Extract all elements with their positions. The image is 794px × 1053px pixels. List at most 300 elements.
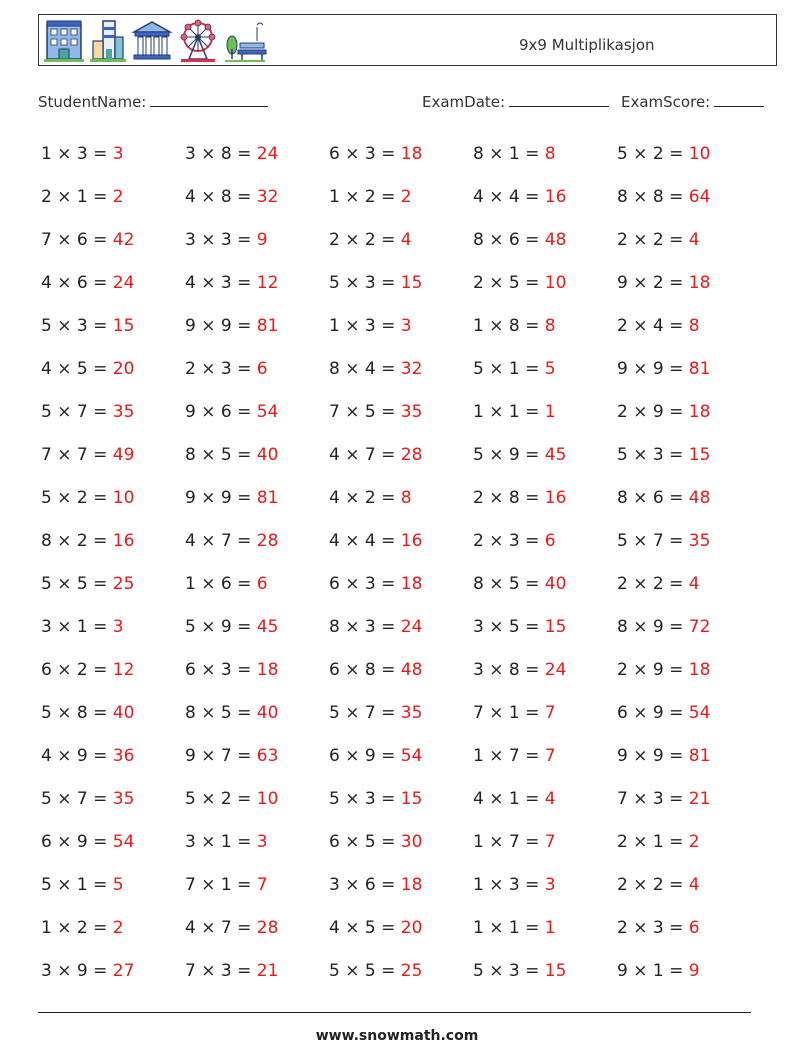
problem-row [41, 391, 761, 434]
problem-cell [41, 821, 134, 864]
problem-question: 1 × 3 = [41, 144, 113, 164]
problem-cell [41, 477, 134, 520]
problem-question: 1 × 3 = [473, 875, 545, 895]
problem-question: 8 × 5 = [473, 574, 545, 594]
problem-answer: 9 [256, 230, 268, 250]
problem-question: 4 × 7 = [185, 531, 257, 551]
problem-answer: 28 [256, 531, 279, 551]
problem-question: 3 × 9 = [41, 961, 113, 981]
problem-cell [617, 348, 710, 391]
exam-date-label: ExamDate: [422, 93, 506, 111]
problem-answer: 12 [256, 273, 279, 293]
problem-cell [185, 176, 278, 219]
problem-question: 2 × 3 = [185, 359, 257, 379]
problem-cell [185, 821, 268, 864]
problem-cell [185, 305, 278, 348]
problem-question: 1 × 2 = [41, 918, 113, 938]
problem-question: 5 × 7 = [617, 531, 689, 551]
problem-question: 5 × 2 = [41, 488, 113, 508]
problem-answer: 7 [544, 832, 556, 852]
problem-question: 4 × 5 = [41, 359, 113, 379]
problem-answer: 25 [400, 961, 423, 981]
problem-question: 1 × 1 = [473, 918, 545, 938]
problem-cell [41, 262, 134, 305]
problem-cell [617, 692, 710, 735]
problem-question: 4 × 4 = [473, 187, 545, 207]
problem-answer: 42 [112, 230, 135, 250]
problem-question: 6 × 9 = [41, 832, 113, 852]
problem-answer: 18 [400, 875, 423, 895]
problem-answer: 18 [688, 273, 711, 293]
problem-question: 4 × 2 = [329, 488, 401, 508]
problem-cell [617, 434, 710, 477]
problem-answer: 3 [400, 316, 412, 336]
problem-question: 4 × 8 = [185, 187, 257, 207]
problem-answer: 48 [544, 230, 567, 250]
problem-answer: 48 [688, 488, 711, 508]
problem-cell [185, 348, 268, 391]
problem-answer: 18 [400, 144, 423, 164]
problem-answer: 24 [112, 273, 135, 293]
problem-answer: 8 [544, 316, 556, 336]
problem-cell [473, 176, 566, 219]
problem-cell [617, 477, 710, 520]
exam-score-field[interactable] [621, 92, 764, 111]
problem-answer: 15 [400, 273, 423, 293]
problem-cell [185, 133, 278, 176]
problem-cell [617, 649, 710, 692]
problem-answer: 6 [256, 359, 268, 379]
problem-answer: 2 [112, 918, 124, 938]
problem-question: 1 × 6 = [185, 574, 257, 594]
problem-question: 4 × 9 = [41, 746, 113, 766]
problem-cell [473, 950, 566, 993]
problem-answer: 10 [688, 144, 711, 164]
problem-cell [329, 907, 422, 950]
problem-cell [473, 864, 556, 907]
problem-answer: 8 [688, 316, 700, 336]
header-icons [43, 18, 267, 64]
problem-answer: 28 [400, 445, 423, 465]
problem-question: 4 × 4 = [329, 531, 401, 551]
problem-answer: 2 [688, 832, 700, 852]
problem-row [41, 907, 761, 950]
problem-answer: 36 [112, 746, 135, 766]
problem-cell [617, 563, 700, 606]
problem-question: 4 × 7 = [185, 918, 257, 938]
problem-cell [41, 778, 134, 821]
problem-answer: 6 [544, 531, 556, 551]
problem-answer: 35 [112, 789, 135, 809]
problem-answer: 18 [400, 574, 423, 594]
problem-answer: 72 [688, 617, 711, 637]
problem-cell [41, 520, 134, 563]
problem-cell [41, 950, 134, 993]
problem-question: 1 × 8 = [473, 316, 545, 336]
problem-answer: 54 [400, 746, 423, 766]
problem-question: 8 × 9 = [617, 617, 689, 637]
problem-cell [41, 606, 124, 649]
footer-divider [38, 1012, 751, 1013]
problem-answer: 9 [688, 961, 700, 981]
problem-cell [329, 778, 422, 821]
problem-cell [185, 606, 278, 649]
problem-question: 2 × 9 = [617, 402, 689, 422]
problem-cell [329, 434, 422, 477]
problem-answer: 35 [400, 402, 423, 422]
problem-question: 5 × 3 = [617, 445, 689, 465]
problem-answer: 35 [112, 402, 135, 422]
worksheet-title: 9x9 Multiplikasjon [519, 36, 655, 54]
problem-answer: 63 [256, 746, 279, 766]
problem-answer: 4 [400, 230, 412, 250]
problem-row [41, 821, 761, 864]
problem-cell [329, 305, 412, 348]
problem-row [41, 348, 761, 391]
problem-grid [41, 133, 761, 993]
problem-answer: 8 [544, 144, 556, 164]
problem-question: 3 × 8 = [473, 660, 545, 680]
problem-row [41, 434, 761, 477]
problem-cell [41, 649, 134, 692]
problem-answer: 10 [256, 789, 279, 809]
problem-cell [329, 348, 422, 391]
problem-cell [329, 821, 422, 864]
problem-cell [473, 649, 566, 692]
problem-cell [329, 692, 422, 735]
problem-question: 3 × 1 = [185, 832, 257, 852]
problem-answer: 45 [544, 445, 567, 465]
problem-row [41, 735, 761, 778]
problem-question: 5 × 3 = [41, 316, 113, 336]
problem-question: 1 × 1 = [473, 402, 545, 422]
problem-question: 7 × 3 = [185, 961, 257, 981]
problem-answer: 15 [112, 316, 135, 336]
problem-answer: 54 [688, 703, 711, 723]
problem-answer: 21 [256, 961, 279, 981]
problem-answer: 49 [112, 445, 135, 465]
problem-cell [617, 391, 710, 434]
problem-cell [617, 606, 710, 649]
problem-cell [473, 821, 556, 864]
exam-score-label: ExamScore: [621, 93, 711, 111]
problem-question: 4 × 7 = [329, 445, 401, 465]
problem-answer: 8 [400, 488, 412, 508]
problem-cell [473, 907, 556, 950]
problem-question: 4 × 6 = [41, 273, 113, 293]
problem-cell [473, 262, 566, 305]
problem-answer: 3 [112, 144, 124, 164]
problem-cell [41, 133, 124, 176]
problem-answer: 16 [400, 531, 423, 551]
problem-answer: 48 [400, 660, 423, 680]
problem-cell [473, 692, 556, 735]
problem-question: 3 × 6 = [329, 875, 401, 895]
problem-answer: 12 [112, 660, 135, 680]
problem-answer: 15 [400, 789, 423, 809]
exam-date-field[interactable] [422, 92, 609, 111]
problem-answer: 30 [400, 832, 423, 852]
problem-answer: 40 [256, 703, 279, 723]
problem-question: 6 × 9 = [617, 703, 689, 723]
problem-row [41, 606, 761, 649]
problem-cell [185, 692, 278, 735]
problem-answer: 81 [256, 488, 279, 508]
problem-cell [185, 907, 278, 950]
problem-answer: 4 [544, 789, 556, 809]
problem-answer: 40 [256, 445, 279, 465]
problem-cell [617, 735, 710, 778]
problem-question: 4 × 3 = [185, 273, 257, 293]
problem-question: 5 × 8 = [41, 703, 113, 723]
problem-question: 7 × 7 = [41, 445, 113, 465]
problem-answer: 3 [112, 617, 124, 637]
problem-question: 3 × 5 = [473, 617, 545, 637]
problem-row [41, 262, 761, 305]
problem-cell [617, 907, 700, 950]
problem-cell [329, 735, 422, 778]
problem-question: 4 × 5 = [329, 918, 401, 938]
problem-question: 8 × 6 = [473, 230, 545, 250]
problem-question: 8 × 6 = [617, 488, 689, 508]
problem-cell [41, 219, 134, 262]
problem-answer: 15 [544, 961, 567, 981]
problem-cell [41, 348, 134, 391]
problem-question: 9 × 2 = [617, 273, 689, 293]
problem-question: 5 × 5 = [41, 574, 113, 594]
problem-question: 9 × 7 = [185, 746, 257, 766]
problem-cell [41, 391, 134, 434]
problem-cell [329, 391, 422, 434]
problem-cell [617, 520, 710, 563]
problem-cell [617, 778, 710, 821]
problem-question: 8 × 5 = [185, 703, 257, 723]
problem-answer: 16 [112, 531, 135, 551]
problem-answer: 32 [400, 359, 423, 379]
problem-answer: 32 [256, 187, 279, 207]
problem-answer: 16 [544, 488, 567, 508]
tower-building-icon [89, 19, 127, 63]
problem-question: 1 × 7 = [473, 832, 545, 852]
problem-answer: 6 [688, 918, 700, 938]
problem-question: 3 × 8 = [185, 144, 257, 164]
problem-row [41, 133, 761, 176]
problem-row [41, 176, 761, 219]
problem-cell [617, 821, 700, 864]
problem-cell [473, 778, 556, 821]
problem-question: 7 × 5 = [329, 402, 401, 422]
problem-cell [617, 176, 710, 219]
problem-cell [329, 477, 412, 520]
problem-cell [185, 778, 278, 821]
problem-cell [185, 520, 278, 563]
problem-question: 3 × 1 = [41, 617, 113, 637]
problem-question: 6 × 3 = [329, 574, 401, 594]
problem-answer: 3 [544, 875, 556, 895]
problem-cell [185, 864, 268, 907]
problem-answer: 45 [256, 617, 279, 637]
problem-question: 8 × 1 = [473, 144, 545, 164]
problem-question: 2 × 2 = [617, 875, 689, 895]
problem-question: 5 × 3 = [473, 961, 545, 981]
problem-answer: 1 [544, 918, 556, 938]
problem-question: 4 × 1 = [473, 789, 545, 809]
problem-answer: 1 [544, 402, 556, 422]
problem-question: 2 × 3 = [617, 918, 689, 938]
problem-cell [473, 391, 556, 434]
problem-question: 9 × 1 = [617, 961, 689, 981]
problem-cell [329, 262, 422, 305]
problem-cell [617, 864, 700, 907]
problem-answer: 5 [544, 359, 556, 379]
problem-answer: 7 [544, 703, 556, 723]
problem-cell [329, 950, 422, 993]
problem-answer: 35 [688, 531, 711, 551]
problem-cell [473, 735, 556, 778]
problem-question: 9 × 6 = [185, 402, 257, 422]
problem-answer: 54 [112, 832, 135, 852]
problem-question: 6 × 8 = [329, 660, 401, 680]
problem-question: 5 × 3 = [329, 273, 401, 293]
problem-question: 2 × 4 = [617, 316, 689, 336]
problem-answer: 81 [256, 316, 279, 336]
problem-cell [41, 907, 124, 950]
problem-cell [185, 391, 278, 434]
problem-question: 7 × 3 = [617, 789, 689, 809]
problem-question: 6 × 2 = [41, 660, 113, 680]
problem-cell [473, 133, 556, 176]
student-name-line[interactable] [150, 92, 268, 107]
problem-question: 2 × 8 = [473, 488, 545, 508]
problem-cell [41, 692, 134, 735]
problem-question: 9 × 9 = [617, 746, 689, 766]
problem-cell [617, 950, 700, 993]
problem-answer: 16 [544, 187, 567, 207]
problem-cell [617, 133, 710, 176]
problem-cell [185, 477, 278, 520]
problem-cell [329, 649, 422, 692]
problem-answer: 4 [688, 875, 700, 895]
problem-answer: 40 [544, 574, 567, 594]
student-name-label: StudentName: [38, 93, 147, 111]
problem-question: 9 × 9 = [185, 488, 257, 508]
problem-cell [185, 950, 278, 993]
problem-cell [185, 434, 278, 477]
problem-answer: 4 [688, 574, 700, 594]
problem-question: 6 × 3 = [329, 144, 401, 164]
problem-answer: 7 [256, 875, 268, 895]
problem-answer: 27 [112, 961, 135, 981]
problem-question: 2 × 2 = [617, 230, 689, 250]
problem-answer: 18 [256, 660, 279, 680]
problem-answer: 20 [400, 918, 423, 938]
problem-question: 2 × 1 = [41, 187, 113, 207]
problem-cell [473, 477, 566, 520]
problem-cell [329, 520, 422, 563]
problem-answer: 25 [112, 574, 135, 594]
problem-question: 5 × 9 = [473, 445, 545, 465]
problem-question: 7 × 6 = [41, 230, 113, 250]
problem-question: 9 × 9 = [617, 359, 689, 379]
problem-question: 1 × 3 = [329, 316, 401, 336]
problem-cell [185, 649, 278, 692]
problem-row [41, 950, 761, 993]
problem-question: 2 × 9 = [617, 660, 689, 680]
student-name-field[interactable] [38, 92, 268, 111]
ferris-wheel-icon [177, 19, 219, 63]
problem-question: 5 × 1 = [41, 875, 113, 895]
problem-answer: 21 [688, 789, 711, 809]
problem-question: 8 × 3 = [329, 617, 401, 637]
problem-answer: 18 [688, 402, 711, 422]
office-building-icon [43, 19, 85, 63]
problem-question: 8 × 2 = [41, 531, 113, 551]
problem-question: 2 × 2 = [617, 574, 689, 594]
problem-question: 5 × 7 = [41, 402, 113, 422]
exam-date-line[interactable] [509, 92, 609, 107]
problem-question: 8 × 8 = [617, 187, 689, 207]
problem-cell [617, 219, 700, 262]
problem-row [41, 864, 761, 907]
museum-icon [131, 19, 173, 63]
park-bench-icon [223, 19, 267, 63]
problem-answer: 64 [688, 187, 711, 207]
problem-question: 5 × 1 = [473, 359, 545, 379]
problem-answer: 35 [400, 703, 423, 723]
problem-cell [329, 219, 412, 262]
problem-answer: 2 [400, 187, 412, 207]
problem-answer: 2 [112, 187, 124, 207]
problem-cell [473, 348, 556, 391]
problem-cell [617, 305, 700, 348]
problem-cell [329, 176, 412, 219]
problem-cell [41, 176, 124, 219]
problem-cell [41, 563, 134, 606]
problem-row [41, 305, 761, 348]
problem-row [41, 219, 761, 262]
problem-cell [617, 262, 710, 305]
exam-score-line[interactable] [714, 92, 764, 107]
problem-cell [41, 305, 134, 348]
problem-cell [41, 434, 134, 477]
problem-answer: 28 [256, 918, 279, 938]
problem-cell [41, 735, 134, 778]
problem-question: 5 × 9 = [185, 617, 257, 637]
problem-answer: 24 [256, 144, 279, 164]
problem-answer: 10 [112, 488, 135, 508]
problem-answer: 40 [112, 703, 135, 723]
problem-question: 8 × 5 = [185, 445, 257, 465]
problem-answer: 24 [544, 660, 567, 680]
problem-cell [473, 563, 566, 606]
problem-answer: 15 [688, 445, 711, 465]
problem-answer: 3 [256, 832, 268, 852]
problem-cell [185, 262, 278, 305]
problem-answer: 24 [400, 617, 423, 637]
problem-question: 5 × 5 = [329, 961, 401, 981]
problem-question: 5 × 7 = [329, 703, 401, 723]
problem-answer: 20 [112, 359, 135, 379]
problem-question: 1 × 2 = [329, 187, 401, 207]
problem-question: 8 × 4 = [329, 359, 401, 379]
problem-row [41, 477, 761, 520]
problem-answer: 4 [688, 230, 700, 250]
problem-answer: 81 [688, 359, 711, 379]
problem-row [41, 563, 761, 606]
problem-cell [329, 563, 422, 606]
worksheet-header [38, 14, 777, 66]
footer-url: www.snowmath.com [315, 1028, 479, 1044]
